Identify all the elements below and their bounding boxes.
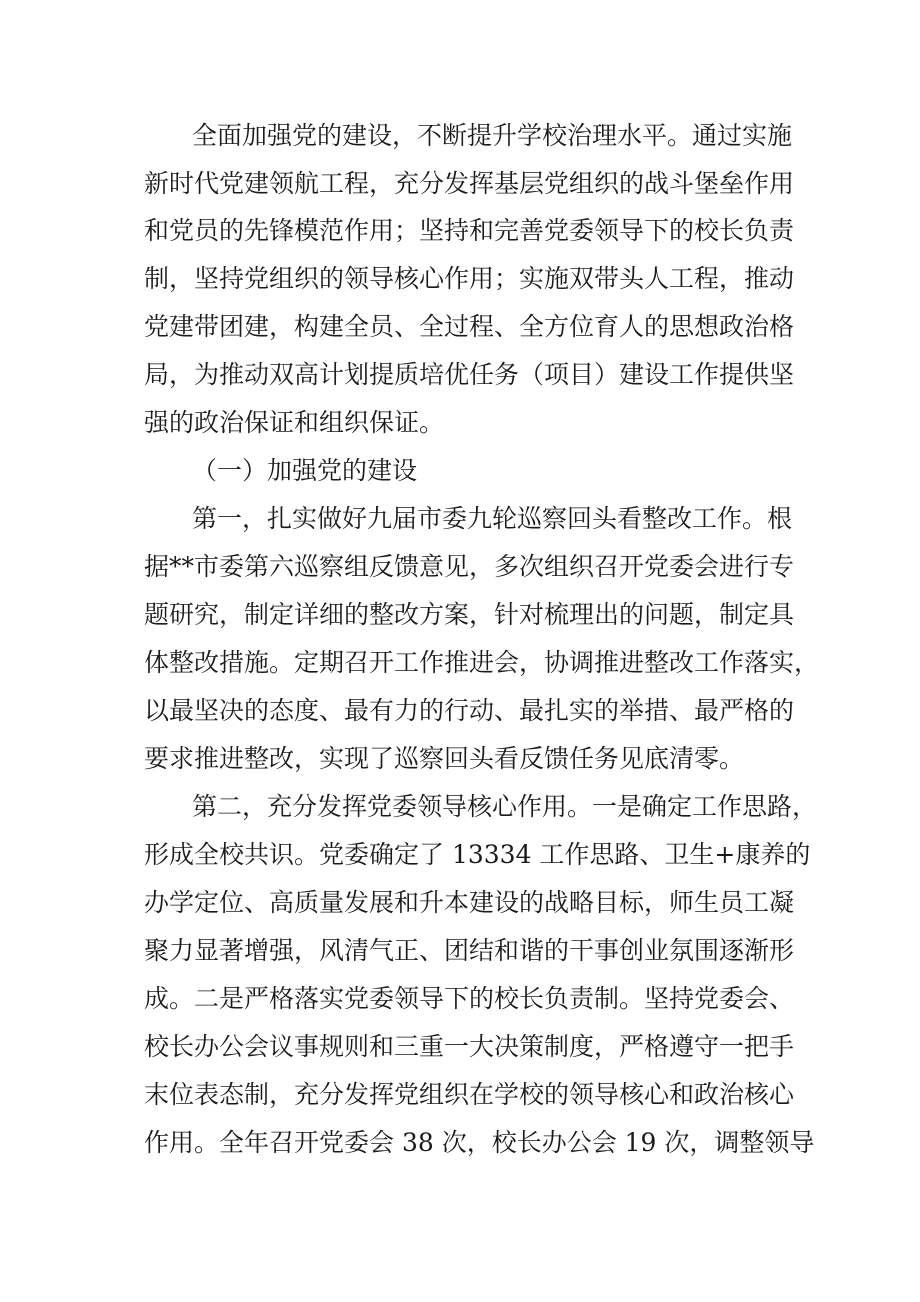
- paragraph-line: 据**市委第六巡察组反馈意见，多次组织召开党委会进行专: [144, 552, 795, 581]
- paragraph-line: 党建带团建，构建全员、全过程、全方位育人的思想政治格: [144, 312, 795, 341]
- paragraph-line: 第一，扎实做好九届市委九轮巡察回头看整改工作。根: [192, 504, 793, 533]
- paragraph-line: 强的政治保证和组织保证。: [144, 408, 445, 437]
- paragraph-line: 校长办公会议事规则和三重一大决策制度，严格遵守一把手: [144, 1032, 795, 1061]
- paragraph-line: 局，为推动双高计划提质培优任务（项目）建设工作提供坚: [144, 360, 795, 389]
- paragraph-line: 第二，充分发挥党委领导核心作用。一是确定工作思路，: [192, 792, 818, 821]
- paragraph-line: 要求推进整改，实现了巡察回头看反馈任务见底清零。: [144, 744, 745, 773]
- paragraph-line: 末位表态制，充分发挥党组织在学校的领导核心和政治核心: [144, 1080, 795, 1109]
- paragraph-line: 全面加强党的建设，不断提升学校治理水平。通过实施: [192, 121, 793, 150]
- paragraph-line: 题研究，制定详细的整改方案，针对梳理出的问题，制定具: [144, 600, 795, 629]
- paragraph-line: 以最坚决的态度、最有力的行动、最扎实的举措、最严格的: [144, 696, 795, 725]
- paragraph-line: 成。二是严格落实党委领导下的校长负责制。坚持党委会、: [144, 984, 795, 1013]
- paragraph-line: 聚力显著增强，风清气正、团结和谐的干事创业氛围逐渐形: [144, 936, 795, 965]
- paragraph-line: 新时代党建领航工程，充分发挥基层党组织的战斗堡垒作用: [144, 169, 795, 198]
- section-heading: （一）加强党的建设: [192, 456, 418, 485]
- paragraph-line: 和党员的先锋模范作用；坚持和完善党委领导下的校长负责: [144, 216, 795, 245]
- paragraph-line: 形成全校共识。党委确定了 13334 工作思路、卫生+康养的: [144, 840, 811, 869]
- paragraph-line: 办学定位、高质量发展和升本建设的战略目标，师生员工凝: [144, 888, 795, 917]
- paragraph-line: 制，坚持党组织的领导核心作用；实施双带头人工程，推动: [144, 264, 795, 293]
- paragraph-line: 作用。全年召开党委会 38 次，校长办公会 19 次，调整领导: [144, 1128, 815, 1157]
- paragraph-line: 体整改措施。定期召开工作推进会，协调推进整改工作落实，: [144, 648, 820, 677]
